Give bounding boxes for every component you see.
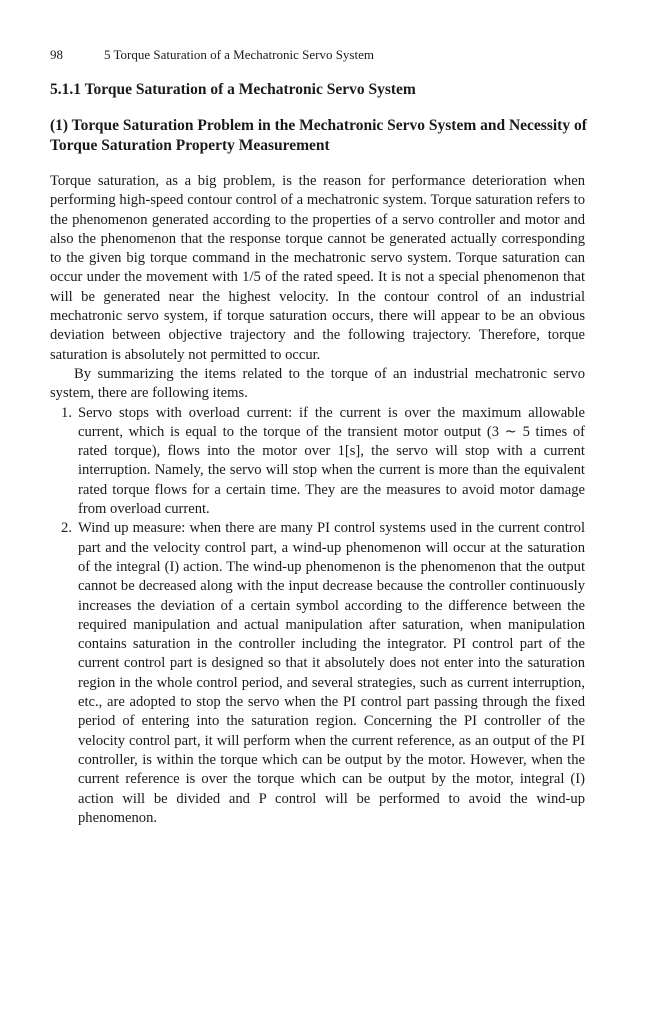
paragraph-summary: By summarizing the items related to the torque of an industrial mechatronic servo system, there are following items. — [50, 365, 585, 402]
chapter-title: 5 Torque Saturation of a Mechatronic Servo System — [104, 47, 374, 62]
body-text — [50, 172, 585, 828]
list-item-text: Servo stops with overload current: if the current is over the maximum allowable current, which is equal to the torque of the transient motor output (3 ∼ 5 times of rated torque), flows into the motor over 1[s], the servo will stop with a current interruption. Namely, the servo will stop when the current is more than the equivalent rated torque flows for a certain time. They are the measures to avoid motor damage from overload current. — [78, 404, 585, 518]
list-item-text: Wind up measure: when there are many PI control systems used in the current control part and the velocity control part, a wind-up phenomenon will occur at the saturation of the integral (I) action. The wind-up phenomenon is the phenomenon that the output cannot be decreased along with the input decrease because the controller continuously increases the deviation of a certain symbol according to the difference between the required manipulation and actual manipulation after saturation, when manipulation contains saturation in the controller including the integrator. PI control part of the current control part is designed so that it absolutely does not enter into the saturation region in the whole control period, and several strategies, such as current interruption, etc., are adopted to stop the servo when the PI control part passing through the fixed period of entering into the saturation region. Concerning the PI controller of the velocity control part, it will perform when the current reference, as an output of the PI controller, is within the torque which can be output by the motor. However, when the current reference is over the torque which can be output by the motor, integral (I) action will be divided and P control will be performed to avoid the wind-up phenomenon. — [78, 520, 585, 826]
section-heading: 5.1.1 Torque Saturation of a Mechatronic Servo System — [50, 81, 416, 98]
list-item — [50, 519, 585, 828]
page-number: 98 — [50, 47, 63, 62]
subsection-heading: (1) Torque Saturation Problem in the Mechatronic Servo System and Necessity of Torque Saturation Property Measurement — [50, 117, 587, 154]
list-item — [50, 404, 585, 520]
list-item-number: 1. — [61, 404, 72, 421]
numbered-list — [50, 404, 585, 829]
list-item-number: 2. — [61, 520, 72, 537]
running-head — [50, 47, 374, 63]
paragraph-torque-saturation: Torque saturation, as a big problem, is the reason for performance deterioration when performing high-speed contour control of a mechatronic system. Torque saturation refers to the phenomenon generated according to the properties of a servo controller and motor and also the phenomenon that the response torque cannot be generated actually corresponding to the given big torque command in the mechatronic servo system. Torque saturation can occur under the movement with 1/5 of the rated speed. It is not a special phenomenon that will be generated near the highest velocity. In the contour control of an industrial mechatronic servo system, if torque saturation occurs, there will appear to be an obvious deviation between objective trajectory and the following trajectory. Therefore, torque saturation is absolutely not permitted to occur. — [50, 173, 585, 363]
